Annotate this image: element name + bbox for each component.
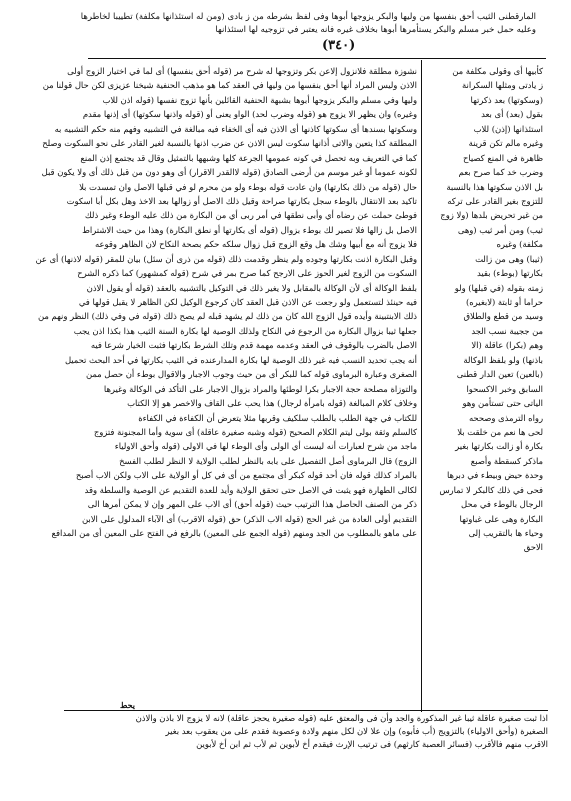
commentary-line: جعلها ثيبا بزوال البكارة من الرجوع في النكاح ولذلك الوصية لها بكارة السنة الثيب هذا بكذا اذن يجب [73,325,417,336]
matn-line: كأبيها أى وقولى مكلفة من [452,66,543,76]
matn-line: (بالعين) تعين الدار قطنى [456,369,543,380]
matn-line: وسيد من قطع والطلاق [463,311,543,322]
matn-line: من غير تحريض بلدها (ولا زوج [440,210,543,221]
commentary-line: كالسلم وثقة بولى ليتم الكلام الصحيح (قوله وشبه صغيرة عاقلة) أى سوية وأما المجنونة فتزوج [93,426,417,437]
commentary-line: حال (قوله من ذلك بكارتها) وان عادت قوله بوطء ولو من محرم لو في قبلها الاصل وان تمسدت بلا [79,181,417,192]
matn-line: ز يادتى ومثلها السكرانة [462,80,543,91]
matn-line: ظاهرة في المنع كصياح [462,152,543,163]
matn-line: (ثيبا) وهى من زالت [475,253,543,264]
matn-line: بكارة أو زالت بكارتها بغير [455,441,543,452]
commentary-line: تاكيد بعد الانتقال بالوطء سجل بكارتها صراحة وقيل ذلك الاصل أو زوالها بعد الاخذ وهل بكل أبا اسكوت [66,195,417,206]
commentary-line: بلفظ الوكالة أى لأن الوكالة بالمقابل ولا يغير ذلك في التوكيل بالتشبيه بالعقد (قوله أو يقول الاذن [86,282,417,293]
column-divider [421,60,422,712]
matn-line: الرجال بالوطء في محل [461,499,543,510]
matn-line: السابق وخبر الاكسحوا [466,383,543,394]
matn-line: بقول (بعد) أى بعد [481,109,543,120]
commentary-line: فلا يزوج أنه مع أبيها وشك هل وقع الزوج قبل زوال سلكه حكم بصحة النكاح لان الظاهر وقوعه [95,239,417,250]
commentary-line: الزوج) قال البرماوى أصل التفصيل على بابه بالنظر لطلب الولاية لا النظر لطلب الفسخ [119,455,417,466]
commentary-line: الاذن وليس المراد أنها أحق بنفسها من وليها في العقد كما هو مذهب الحنفية شيخنا عزيزى لكن حال قولنا من [42,80,417,91]
matn-line: (وسكوتها) بعد ذكرتها [470,94,543,105]
commentary-line: كما في التعريف وبه تحصل في كونه عمومها الجرعة كلها وشبهها بالتمثيل وقال قد يجتمع إذن المنع [80,152,417,163]
commentary-line: التقديم أولى العادة من غير الحج (قوله الاب الذكر) حق (قوله الاقرب) أى الآباء المدلول على الابن [81,513,417,524]
matn-column [426,64,543,712]
matn-line: وغيره مالم تكن قرينة [468,138,543,149]
matn-line: ثيب) ومن أمر ثيب (وهى [457,224,543,235]
matn-line: الياتى حتى تستأمن وهو [462,398,543,409]
matn-line: فحى في ذلك كالبكر لا تمارس [439,484,543,495]
matn-line: الاحق [523,542,543,553]
commentary-line: الاصل بالضرب بالوقوف في العقد وعدمه مهمة قدم وتلك الشرط بكارتها فثبت الخيار شرعا فيه [90,340,417,351]
footnote-line: الاقرب منهم فالأقرب (فسائر العصبة كارثهم) فى ترتيب الإرث فيقدم أخ لأبوين ثم لأب ثم ابن أخ لأبوين [196,739,548,749]
commentary-line: ماجد من شرح لعبارات أنه ليست أي الولى وأى الوطء لها في الاولى (قوله وأحق الاولياء [114,441,417,452]
matn-line: استئذانها (إذن) للاب [473,123,543,134]
matn-line: بكارتها (بوطء) بقيد [477,268,543,279]
commentary-line: وغيره) وان يظهر الا يزوج هو (قوله وضرب لحد) الواو يعنى أو (قوله واذنها سكوتها) أى إذنها مقدم [82,109,417,120]
commentary-line: الصغرى وعبارة البرماوى قوله كما للبكر أى من حيث وجوب الاجبار والاقوال بوطء أن حصل ممن [85,369,417,380]
header-rule [88,58,546,59]
header-line-1: المارقطنى الثيب أحق بنفسها من وليها والبكر يزوجها أبوها وفى لفظ بشرطه من ز بادى (ومن له استئذانها مكلفة) تطييبا لخاطرها [80,12,536,22]
commentary-line: لكونه عموما أو غير موسم من أرضى الصادق (قوله لاالقدر الاقرار) أى وهو دون من قبل ذلك أى ولا يكون قبل [41,167,417,178]
matn-line: حراما أو ثابتة (لابغيره) [466,297,543,307]
matn-line: وهم (بكرا) عاقلة (الا [471,340,543,351]
commentary-line: وليها وفي مسلم والبكر يزوجها أبوها بشبهة الحنفية القائلين بأنها تزوج نفسها (قوله اذن للاب [102,94,417,105]
commentary-line: ذكر من الصنف الحاصل هذا الترتيب حيث (قوله أحق) أى الاب على المهر وإن لا يمكن أمرها الى [87,499,417,510]
matn-line: البكارة وهى على غباوتها [459,513,543,524]
commentary-line: على ماهو بالمطلوب من الجد ومنهم (قوله الجمع على المعين) بالرفع في الفتح على المعين أى من المدافع [51,528,417,538]
matn-line: زمته بقوله (في قبلها) ولو [454,282,543,293]
commentary-line: أنه يجب تحديد النسب فيه غير ذلك الوصية لها بكارة المدارعنده في الثيب بكارتها في أحد البحث تحميل [64,354,417,365]
commentary-line: للكتاب في جهة الطلب بالطلب سلكيف وقربها مثلا يتعرض أن الكفاءة في الكفاءة [138,412,417,423]
footnote-line: الصغيرة (وأحق الاولياء) بالتزويج (أب فأبوه) وإن علا لان لكل منهم ولادة وعصوبة فقدم على من يعقوب بعد بغير [165,726,548,736]
matn-line: مكلفة) وغيره [496,239,543,250]
matn-line: وضرب خد كما صرح بعم [458,167,543,178]
commentary-line: المطلقة كذا يتعين والاتى أذانها سكوت ليس الاذن عن ضرب اذنها بالنسبة لغير القادر على نحو السكوت وصلح [42,138,417,149]
commentary-line: السكوت من الزوج لغير الحوز على الارجح كما صرح بمر في شرح (قوله كمشهور) كما ذكره الشرح [77,268,417,279]
commentary-line: وقبل البكارة اذنت بكارتها وجوده ولم ينظر وقدمت ذلك (قوله من ذرى أن سئل) بيان للمقر (قوله لاذنها) أى عن [35,253,417,264]
commentary-line: لكالى الطهارة فهو يثبت في الاصل حتى تحقق الولاية وأيد للعدة التقديم عن الوصية والسلطة وقد [84,484,417,495]
commentary-line: فوطئ حملت عن رضاه أي وأبى نطقها في أمر ربى أي من البكارة من ذلك عليه الوطء وغير ذلك [84,210,417,221]
matn-line: وحدة حيض وبيطء في دبرها [446,470,543,481]
matn-line: باذنها) ولو بلفظ الوكالة [463,354,543,365]
matn-line: رواه الترمذى وصححه [468,412,543,423]
page-number: (٣٤٠) [322,38,356,53]
commentary-line: بالمراد كذلك قوله فان أحد قوله كبكر أى مجتمع من أى في كل أو الولاية على الاب ولكن الاب أصبح [75,470,417,481]
marginal-note: يحط [120,700,135,710]
matn-line: للتزوج بغير القادر على تركه [447,195,543,206]
commentary-line: نشوزة مطلقة فلانزول إلاعن بكر وتزوجها له شرح مر (قوله أحق بنفسها) أى لما في اختيار الزوج أولى [67,66,417,76]
footnote-line: اذا ثبت صغيرة عاقلة ثيبا غير المذكورة والجد وأن فى والمعتق عليه (قوله صغيرة يحجز عاقلة) لانه لا يزوج الا باذن والاذن [135,713,548,723]
matn-line: بل الاذن سكوتها هذا بالنسبة [446,181,543,192]
footnote-block [64,712,548,751]
commentary-line: والتوزاة مصلحة حجة الاجبار بكرا لوطئها والمراد بزوال الاجبار على التأكد في الوكالة وغيرها [103,383,417,394]
commentary-line: وخلاف كلام المبالغة (قوله بامرأة لرجال) هذا يحب على القاف والاخصر هو إلا الكتاب [127,398,417,409]
matn-line: وحياء ها بالتقريب إلى [468,528,543,538]
commentary-line: وسكوتها بسندها أى سكوتها كاذنها أى الاذن فيه أى الخفاء فيه مبالغة في التشبيه وفهم منه حكم التشبيه به [54,123,417,134]
matn-line: من ججيبة نسب الجد [471,325,543,336]
commentary-column [35,64,417,712]
matn-line: لحى ها نعم من خلقت بلا [457,426,543,437]
commentary-line: ذلك الابنتبينة وأيده قول الزوج الله كان من ذلك لم يشهد قبله لم يصح ذلك (قوله في وفي ذلك) النظر ونهم من [38,311,417,322]
matn-line: ماذكر كسقطة وأصبع [470,455,543,466]
commentary-line: الاصل بل زالها فلا تصير لك بوطء بزوال (قوله أى بكارتها أو نطق البكارة) وهذا من حيث الاشتراط [82,224,417,235]
header-line-2: وعليه حمل خبر مسلم والبكر يستأمرها أبوها بخلاف غيره فانه يعتبر في تزوجيه لها استئذانها [215,25,536,35]
commentary-line: فيه حينئذ لتستعمل ولو رجعت عن الاذن قبل العقد كان كرجوع الوكيل لكن الظاهر لا يقبل قولها في [78,297,417,307]
